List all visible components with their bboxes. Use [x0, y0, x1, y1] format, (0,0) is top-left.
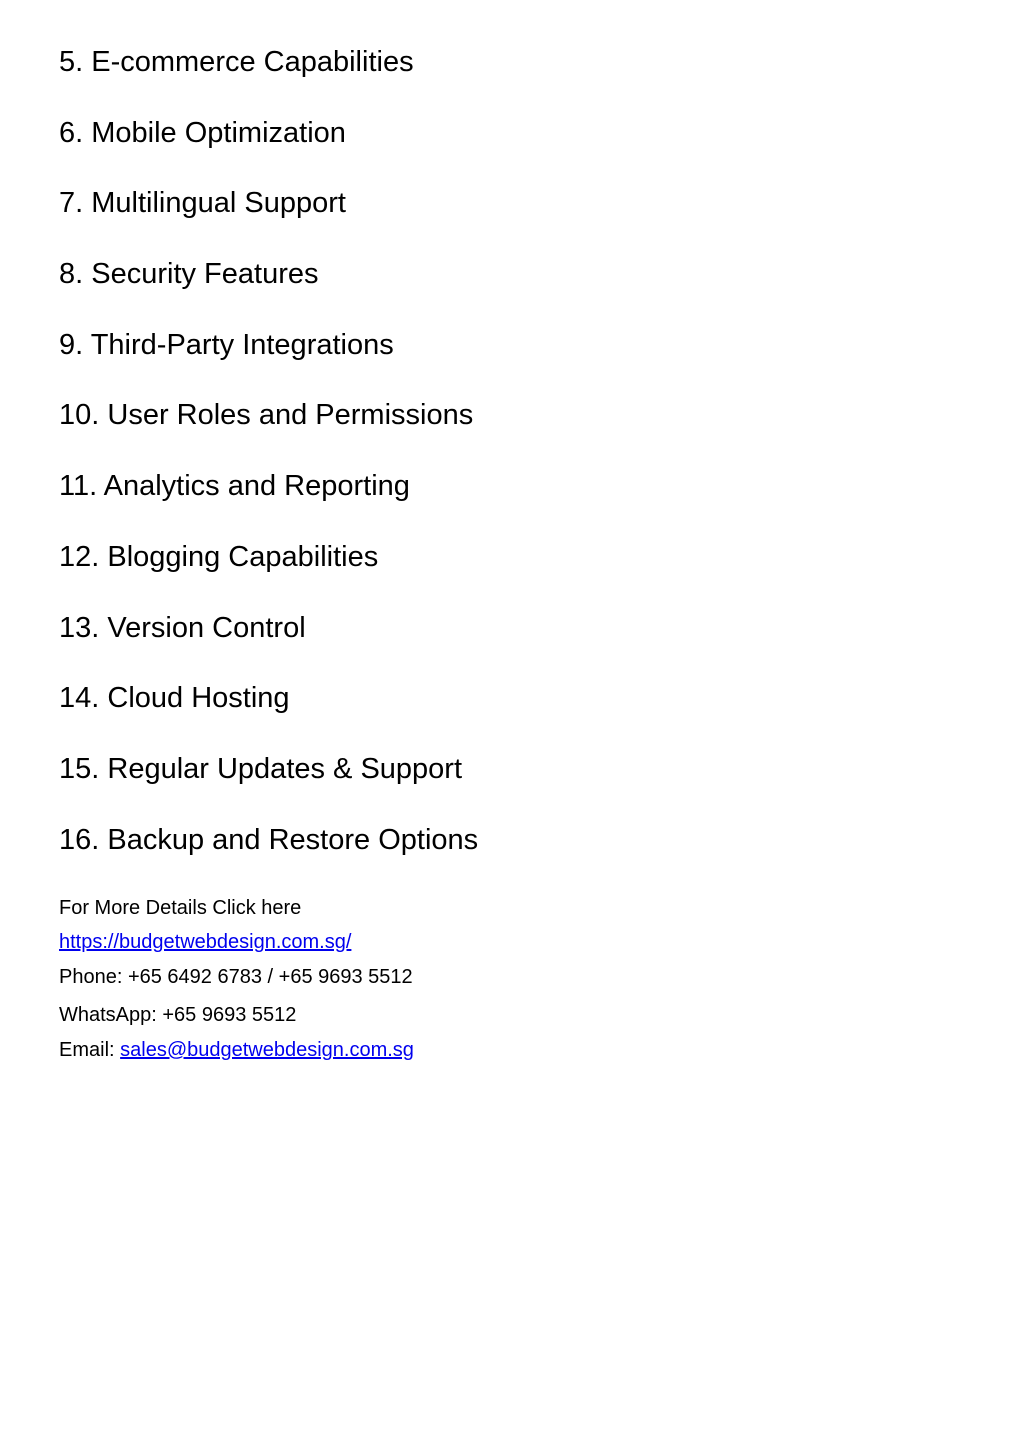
feature-item: 15. Regular Updates & Support [59, 752, 463, 785]
website-line [59, 930, 414, 965]
feature-item: 16. Backup and Restore Options [59, 823, 479, 856]
feature-item: 10. User Roles and Permissions [59, 399, 474, 432]
details-text: For More Details Click here [59, 897, 302, 919]
email-link[interactable]: sales@budgetwebdesign.com.sg [120, 1039, 414, 1061]
feature-item: 6. Mobile Optimization [59, 116, 346, 149]
contact-block [59, 896, 414, 1062]
feature-item: 13. Version Control [59, 611, 306, 644]
email-line [59, 1038, 414, 1062]
feature-list [59, 45, 478, 893]
feature-item: 12. Blogging Capabilities [59, 540, 379, 573]
website-link[interactable]: https://budgetwebdesign.com.sg/ [59, 931, 352, 953]
feature-item: 11. Analytics and Reporting [59, 470, 410, 503]
feature-item: 14. Cloud Hosting [59, 682, 290, 715]
whatsapp-text: WhatsApp: +65 9693 5512 [59, 1004, 297, 1026]
feature-item: 8. Security Features [59, 258, 319, 291]
email-label: Email: [59, 1039, 121, 1061]
phone-text: Phone: +65 6492 6783 / +65 9693 5512 [59, 966, 413, 988]
feature-item: 7. Multilingual Support [59, 187, 346, 220]
feature-item: 5. E-commerce Capabilities [59, 46, 414, 78]
feature-item: 9. Third-Party Integrations [59, 328, 394, 361]
